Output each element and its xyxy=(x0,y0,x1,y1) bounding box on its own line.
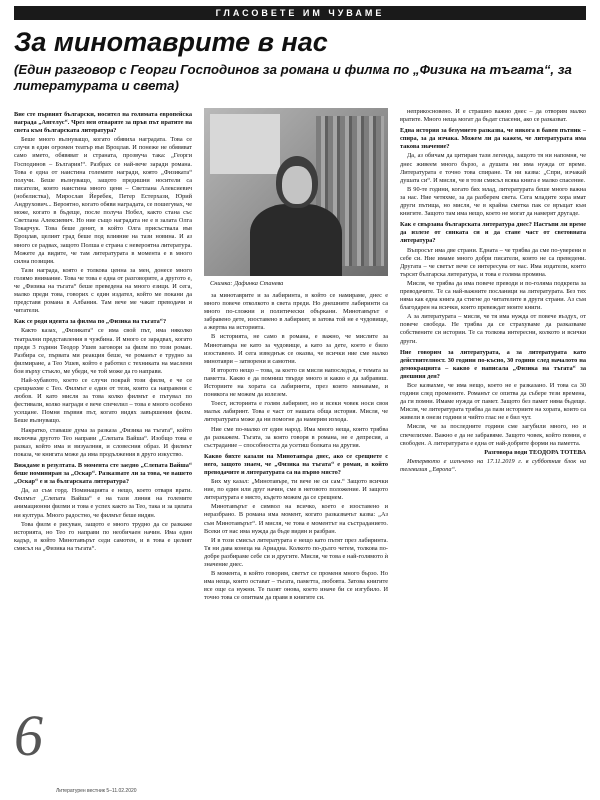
subheadline: (Един разговор с Георги Господинов за романа и филма по „Физика на тъгата“, за литературата и света) xyxy=(14,62,572,93)
interview-question: Как е свързана българската литература днес? Настъпи ли време да излезе от сянката си и да стане част от световната литература? xyxy=(400,221,586,245)
paragraph: неприкосновено. И е страшно важно днес – да отворим малко вратите. Много неща могат да бъдат спасени, ако се разказват. xyxy=(400,108,586,124)
interview-question: Вие сте първият български, носител на голямата европейска награда „Ангелус“. Чрез нея отваряте за пръв път вратите на света към българската литература? xyxy=(14,111,192,135)
paragraph: В историята, не само в романа, е важно, че мислите за Минотавъра не като за чудовище, а като за дете, което е било изоставено. И сега изведнъж се оказва, че всички ние сме малко минотаври – затворени и самотни. xyxy=(204,333,388,365)
paragraph: В 90-те години, когато бях млад, литературата беше много важна за нас. Ние четяхме, за да разберем света. Сега младите хора имат други пътища, но мисля, че в крайна сметка пак се връщат към книгите. Защото там има нещо, което не могат да намерят другаде. xyxy=(400,185,586,218)
article-column-3 xyxy=(400,108,586,778)
paragraph: Да, аз обичам да цитирам тази легенда, защото тя ни напомня, че днес живеем много бързо, а душата ни има нужда от време. Литературата е точно това спиране. Тя ни казва: „Спри, изчакай душата си“. И мисля, че в този смисъл всяка книга е малко спасение. xyxy=(400,152,586,184)
paragraph: Бих му казал: „Минотавъре, ти вече не си сам.“ Защото всички ние, по един или друг начин, сме в неговото положение. И защото литературата е място, където можем да се срещнем. xyxy=(204,478,388,502)
interview-question: Виждаме в резултата. В момента сте заедно „Слепата Вайша“ беше номиниран за „Оскар“. Разказвате ли за това, че вашето „Оскар“ е и за българската литература? xyxy=(14,461,192,486)
paragraph: Накратко, ставаше дума за разказа „Физика на тъгата“, който включва другото Тео направи „Слепата Вайша“. Изобщо това е разказ, който има и визуалния, и словесния образ. И филмът показа, че книгата може да има продължения в друго изкуство. xyxy=(14,426,192,458)
paragraph: Най-хубавото, което се случи покрай този филм, е че се срещнахме с Тео. Филмът е един от тези, които са направени с любов. И като мисля за това колко филмът е пътувал по фестивали, колко награди е вече спечелил – това е много особено усещане. Помня първия път, когато видях завършения филм. Беше вълнуващо. xyxy=(14,377,192,425)
paragraph: Въпросът има две страни. Едната – че трябва да сме по-уверени в себе си. Ние имаме много добри писатели, които не са преведени. Другата – че светът вече се интересува от нас. Има издатели, които търсят българска литература, и това е голяма промяна. xyxy=(400,246,586,278)
paragraph: И в този смисъл литературата е нещо като пътят през лабиринта. Тя ни дава конеца на Ариадна. Колкото по-дълго четем, толкова по-добре разбираме себе си и другите. Мисля, че това е най-голямото ѝ значение днес. xyxy=(204,536,388,568)
photo-caption: Снимка: Дафинка Станева xyxy=(210,280,284,287)
page-number: 6 xyxy=(14,703,43,768)
paragraph: А за литературата – мисля, че тя има нужда от повече въздух, от повече свобода. Не трябва да се страхуваме да разказваме собствените си истории. Те са толкова интересни, колкото и всички други. xyxy=(400,313,586,345)
interview-question: Как се роди идеята за филма по „Физика на тъгата“? xyxy=(14,318,167,326)
paragraph: Мисля, че трябва да има повече преводи и по-голяма подкрепа за преводачите. Те са най-важните посланици на литературата. Без тях няма как една книга да стигне до читателите в други страни. Аз съм благодарен на всички, които превеждат моите книги. xyxy=(400,279,586,312)
paragraph: Тоест, историята е голям лабиринт, но и всеки човек носи своя малък лабиринт. Това е част от нашата обща история. Мисля, че литературата може да ни помогне да намерим изхода. xyxy=(204,400,388,424)
broadcast-note: Интервюто е излъчено на 17.11.2019 г. в субботния блок на телевизия „Европа“. xyxy=(400,457,586,473)
paragraph: Както казах, „Физиката“ се има свой път, има няколко театрални представления в чужбина. И много се зарадвах, когато преди 3 години Теодор Ушев заговори за филм по този роман. Разбира се, първата ми реакция беше, че романът е трудно за филмиране, а Тео Ушев, който е работил с техниката на маслени бои върху стъкло, ме убеди, че той може да го направи. xyxy=(14,327,192,375)
article-column-1 xyxy=(14,108,192,778)
paragraph: Ние сме по-малко от един народ. Има много неща, които трябва да разкажем. Тъгата, за която говоря в романа, не е депресия, а състрадание – способността да усетиш болката на другия. xyxy=(204,425,388,449)
interview-question: Какво бихте казали на Минотавъра днес, ако се срещнете с него, защото знаем, че „Физика на тъгата“ е роман, в който преводачите и литературата са на първо място? xyxy=(204,452,388,476)
paragraph: Да, аз съм горд. Номинацията е нещо, което отваря врати. Филмът „Слепата Вайша“ е на тази линия на големите анимационни филми и това е успех както за Тео, така и за цялата ни култура. Много радостно, че филмът беше видян. xyxy=(14,487,192,519)
paragraph: В момента, в който говорим, светът се променя много бързо. Но има неща, които остават – тъгата, паметта, любовта. Затова книгите все още са нужни. Те пазят онова, което иначе би се изгубило. И точно това се опитвам да правя в книгите си. xyxy=(204,570,388,602)
paragraph: Минотавърът е символ на всичко, което е изоставено и неразбрано. В романа има момент, когато разказвачът казва: „Аз съм Минотавърът“. И мисля, че това е моментът на състраданието. Всеки от нас има нужда да бъде видян и разбран. xyxy=(204,503,388,535)
paragraph: Беше много вълнуващо, когато обявиха наградата. Това се случи в един огромен театър във Вроцлав. И понеже не обявяват само името, обявяват и страната, прозвуча така: „Георги Господинов – България!“. Разбрах се най-вече заради романа. Това е една от наистина големите награди, която „Физиката“ получи. Беше вълнуващо, защото предишни носители са писатели, които наистина много ценя – Светлана Алексиевич (нобелистка), Мирослав Йеребек, Петер Естерхази, Юрий Андрухович... Вероятно, когато обяви наградата, се пошегувах, че може, когато в бъдеще, после получа Нобел, както стана със Светлана Алексиевич. Но ние също наградата не е в залата Олга Токарчук. Това беше денят, в който Олга присъствала във Вроцлав, целият град беше под влияние на тази новина. И аз много се радвах, защото Полша е страна с невероятна литература. Можете да видите, че там литературата в момента е в много силна позиция. xyxy=(14,136,192,265)
interview-question: Ние говорим за литературата, а за литературата като действителност. 30 години по-късно, 30 години след началото на демокрацията – какво е написала „Физика на тъгата“ за днешния ден? xyxy=(400,348,586,380)
interview-question: Една история за безумието разказва, че някога в бавен пътник – спира, за да изчака. Можем ли да кажем, че литературата има такова значение? xyxy=(400,127,586,151)
paragraph: И второто нещо – това, за което си мисля напоследък, е темата за паметта. Какво е да помниш твърде много и какво е да забравиш. Историите на хората са лабиринти, през които минаваме, и понякога не можем да излезем. xyxy=(204,366,388,399)
paragraph: Мисля, че за последните години сме загубили много, но и спечелихме. Важно е да не забравяме. Защото човек, който помни, е свободен. А литературата е една от най-добрите форми на паметта. xyxy=(400,423,586,447)
headline: За минотаврите в нас xyxy=(14,27,328,57)
paragraph: Това филм е рисуван, защото е много трудно да се разкаже историята, но Тео го направи по необичаен начин. Има един кадър, в който Минотавърът седи самотен, и в това е целият смисъл на „Физика на тъгата“. xyxy=(14,520,192,552)
article-column-2 xyxy=(204,292,388,778)
author-photo xyxy=(204,108,388,276)
paragraph: за минотаврите и за лабиринта, в който се намираме, днес е много повече отколкото в света преди. Но днешните лабиринти са много по-сложни и политически объркани. Минотавърът е забравено дете, изоставено в лабиринт, и затова той не е чудовище, а жертва на историята. xyxy=(204,292,388,332)
paragraph: Тази награда, която е толкова ценна за мен, донесе много голямо внимание. Това че това е една от разговорите, а другото е, че „Физика на тъгата“ беше преведена на много езици. И сега, малко преди това, говорих с един издател, който ме покани да представя романа в Албания. Там вече ме чакат преводачи и читатели. xyxy=(14,266,192,315)
paragraph: Все казвахме, че има нещо, което не е разказано. И това са 30 години след промените. Романът се опитва да събере тези времена, да ги помни. Имаме нужда от памет. Защото без памет няма бъдеще. Мисля, че литературата трябва да пази историите на хората, които са живели в онези години и чийто глас не е бил чут. xyxy=(400,382,586,422)
footer: Литературен вестник 5–11.02.2020 xyxy=(56,788,137,794)
interviewer-credit: Разговора води ТЕОДОРА ТОТЕВА xyxy=(484,448,586,456)
section-band: ГЛАСОВЕТЕ ИМ ЧУВАМЕ xyxy=(14,6,586,20)
